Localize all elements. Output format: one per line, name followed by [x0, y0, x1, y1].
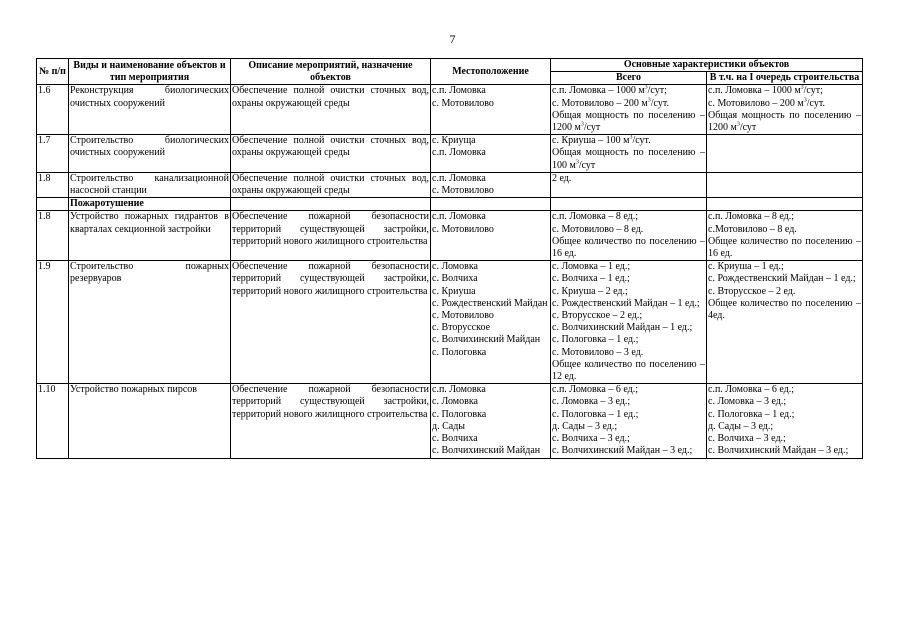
characteristics-table: [36, 58, 863, 459]
row-type: Устройство пожарных пирсов: [69, 384, 231, 458]
row-location-line: с. Пологовка: [432, 408, 487, 420]
section-empty-cell: [37, 198, 69, 211]
row-total-line: с. Ломовка – 1 ед.;: [552, 261, 631, 273]
row-first-stage-line: с. Пологовка – 1 ед.;: [708, 408, 795, 420]
row-location-line: с.п. Ломовка: [432, 384, 486, 396]
table-row: [37, 384, 863, 458]
row-total-line: с. Волчихинский Майдан – 1 ед.;: [552, 322, 693, 334]
row-total-line: 2 ед.: [552, 172, 572, 184]
row-first-stage-line: д. Сады – 3 ед.;: [708, 420, 774, 432]
row-first-stage-line: с. Рождественский Майдан – 1 ед.;: [708, 273, 856, 285]
row-location: [431, 135, 551, 173]
row-location-line: с. Мотовилово: [432, 310, 494, 322]
row-total: [551, 384, 707, 458]
row-first-stage-line: с. Криуша – 1 ед.;: [708, 261, 784, 273]
row-location-line: с. Рождественский Майдан: [432, 297, 548, 309]
row-location-line: с. Криуша: [432, 285, 476, 297]
row-location-line: с. Волчиха: [432, 273, 478, 285]
row-first-stage-line: с.Мотовилово – 8 ед.: [708, 223, 797, 235]
row-total-line: с. Вторусское – 2 ед.;: [552, 310, 643, 322]
row-total-line: с. Мотовилово – 3 ед.: [552, 346, 644, 358]
row-description: Обеспечение полной очистки сточных вод, охраны окружающей среды: [231, 135, 431, 173]
row-location: [431, 384, 551, 458]
row-location-line: с.п. Ломовка: [432, 172, 486, 184]
row-location-line: с.п. Ломовка: [432, 85, 486, 97]
row-location-line: с. Мотовилово: [432, 223, 494, 235]
row-first-stage-line: с. Мотовилово – 200 $м^3$/сут.: [708, 97, 825, 109]
row-first-stage: [707, 135, 863, 173]
row-total-line: с. Ломовка – 3 ед.;: [552, 396, 631, 408]
row-location-line: с. Волчихинский Майдан: [432, 334, 541, 346]
row-total: [551, 172, 707, 197]
section-empty-cell: [231, 198, 431, 211]
row-first-stage-line: Общая мощность по поселению – 1200 $м^3$/сут: [708, 109, 862, 134]
row-type: Устройство пожарных гидрантов в кварталах секционной застройки: [69, 211, 231, 261]
row-type: Строительство канализационной насосной станции: [70, 172, 229, 197]
table-body: [37, 85, 863, 458]
row-total: [551, 211, 707, 261]
row-total-line: с. Криуша – 2 ед.;: [552, 285, 628, 297]
row-num: 1.8: [37, 211, 69, 261]
section-title: Пожаротушение: [69, 198, 231, 211]
row-description: Обеспечение полной очистки сточных вод, охраны окружающей среды: [232, 172, 429, 197]
table-row: [37, 261, 863, 384]
row-total-line: с. Пологовка – 1 ед.;: [552, 334, 639, 346]
row-location: [431, 85, 551, 135]
table-row: [37, 85, 863, 135]
row-total-line: д. Сады – 3 ед.;: [552, 420, 618, 432]
row-first-stage: [707, 85, 863, 135]
row-total: [551, 261, 707, 384]
row-num: 1.10: [37, 384, 69, 458]
row-total-line: с. Криуша – 100 $м^3$/сут.: [552, 134, 651, 147]
table-row: [37, 172, 863, 197]
row-location-line: с. Ломовка: [432, 396, 478, 408]
row-location-line: с. Мотовилово: [432, 185, 494, 197]
header-location: Местоположение: [431, 59, 551, 85]
row-total-line: с. Пологовка – 1 ед.;: [552, 408, 639, 420]
header-characteristics: Основные характеристики объектов: [551, 59, 863, 72]
row-total-line: с. Волчиха – 3 ед.;: [552, 433, 630, 445]
row-first-stage-line: Общее количество по поселению – 4ед.: [708, 297, 862, 322]
row-location-line: д. Сады: [432, 420, 466, 432]
row-total: [551, 135, 707, 173]
row-first-stage: [707, 261, 863, 384]
row-first-stage-line: с.п. Ломовка – 6 ед.;: [708, 384, 795, 396]
row-location: [431, 261, 551, 384]
row-location-line: с. Пологовка: [432, 346, 487, 358]
row-description: Обеспечение пожарной безопасности территорий существующей застройки, территорий нового жилищного строительства: [231, 211, 431, 261]
row-first-stage-line: с. Вторусское – 2 ед.: [708, 285, 796, 297]
header-description: Описание мероприятий, назначение объектов: [231, 59, 431, 85]
row-first-stage-line: с. Волчихинский Майдан – 3 ед.;: [708, 445, 849, 457]
section-empty-cell: [551, 198, 707, 211]
row-location-line: с. Вторусское: [432, 322, 491, 334]
row-total-line: с. Волчихинский Майдан – 3 ед.;: [552, 445, 693, 457]
row-description: Обеспечение пожарной безопасности территорий существующей застройки, территорий нового жилищного строительства: [231, 384, 431, 458]
header-type: Виды и наименование объектов и тип мероприятия: [69, 59, 231, 85]
row-total-line: с.п. Ломовка – 1000 $м^3$/сут;: [552, 85, 667, 97]
header-num: № п/п: [37, 59, 69, 85]
row-location-line: с. Волчихинский Майдан: [432, 445, 541, 457]
row-first-stage-line: с.п. Ломовка – 1000 $м^3$/сут;: [708, 85, 823, 97]
row-total-line: с. Волчиха – 1 ед.;: [552, 273, 630, 285]
row-type: Строительство биологических очистных сооружений: [69, 135, 231, 173]
table-row: [37, 211, 863, 261]
row-location-line: с. Ломовка: [432, 261, 478, 273]
row-total-line: Общая мощность по поселению – 1200 $м^3$/сут: [552, 109, 705, 134]
row-total-line: с.п. Ломовка – 6 ед.;: [552, 384, 639, 396]
section-empty-cell: [431, 198, 551, 211]
row-type: Реконструкция биологических очистных сооружений: [69, 85, 231, 135]
row-location: [431, 172, 551, 197]
row-total-line: Общее количество по поселению – 12 ед.: [552, 358, 705, 383]
table-row: [37, 135, 863, 173]
row-first-stage: [707, 172, 863, 197]
row-total-line: Общая мощность по поселению – 100 $м^3$/сут: [552, 147, 705, 171]
row-total-line: с.п. Ломовка – 8 ед.;: [552, 211, 639, 223]
row-num: 1.8: [37, 172, 69, 197]
row-num: 1.6: [37, 85, 69, 135]
row-total-line: с. Мотовилово – 8 ед.: [552, 223, 644, 235]
row-num: 1.7: [37, 135, 69, 173]
row-description: Обеспечение пожарной безопасности территорий существующей застройки, территорий нового жилищного строительства: [231, 261, 431, 384]
row-first-stage: [707, 384, 863, 458]
row-first-stage-line: Общее количество по поселению – 16 ед.: [708, 235, 862, 260]
row-type: Строительство пожарных резервуаров: [69, 261, 231, 384]
header-total: Всего: [551, 72, 707, 85]
row-total-line: с. Мотовилово – 200 $м^3$/сут.: [552, 97, 669, 109]
row-first-stage-line: с. Ломовка – 3 ед.;: [708, 396, 787, 408]
row-first-stage: [707, 211, 863, 261]
row-first-stage-line: с.п. Ломовка – 8 ед.;: [708, 211, 795, 223]
section-empty-cell: [707, 198, 863, 211]
row-first-stage-line: с. Волчиха – 3 ед.;: [708, 433, 786, 445]
section-row: [37, 198, 863, 211]
row-total: [551, 85, 707, 135]
row-total-line: с. Рождественский Майдан – 1 ед.;: [552, 297, 700, 309]
row-location-line: с.п. Ломовка: [432, 211, 486, 223]
row-num: 1.9: [37, 261, 69, 384]
row-location-line: с. Волчиха: [432, 433, 478, 445]
row-location-line: с. Мотовилово: [432, 97, 494, 109]
row-location: [431, 211, 551, 261]
header-first-stage: В т.ч. на I очередь строительства: [707, 72, 863, 85]
page-number: 7: [449, 32, 456, 46]
row-location-line: с. Криуща: [432, 135, 476, 147]
row-location-line: с.п. Ломовка: [432, 147, 486, 159]
header-row: [37, 59, 863, 72]
row-description: Обеспечение полной очистки сточных вод, охраны окружающей среды: [231, 85, 431, 135]
row-total-line: Общее количество по поселению – 16 ед.: [552, 235, 705, 260]
